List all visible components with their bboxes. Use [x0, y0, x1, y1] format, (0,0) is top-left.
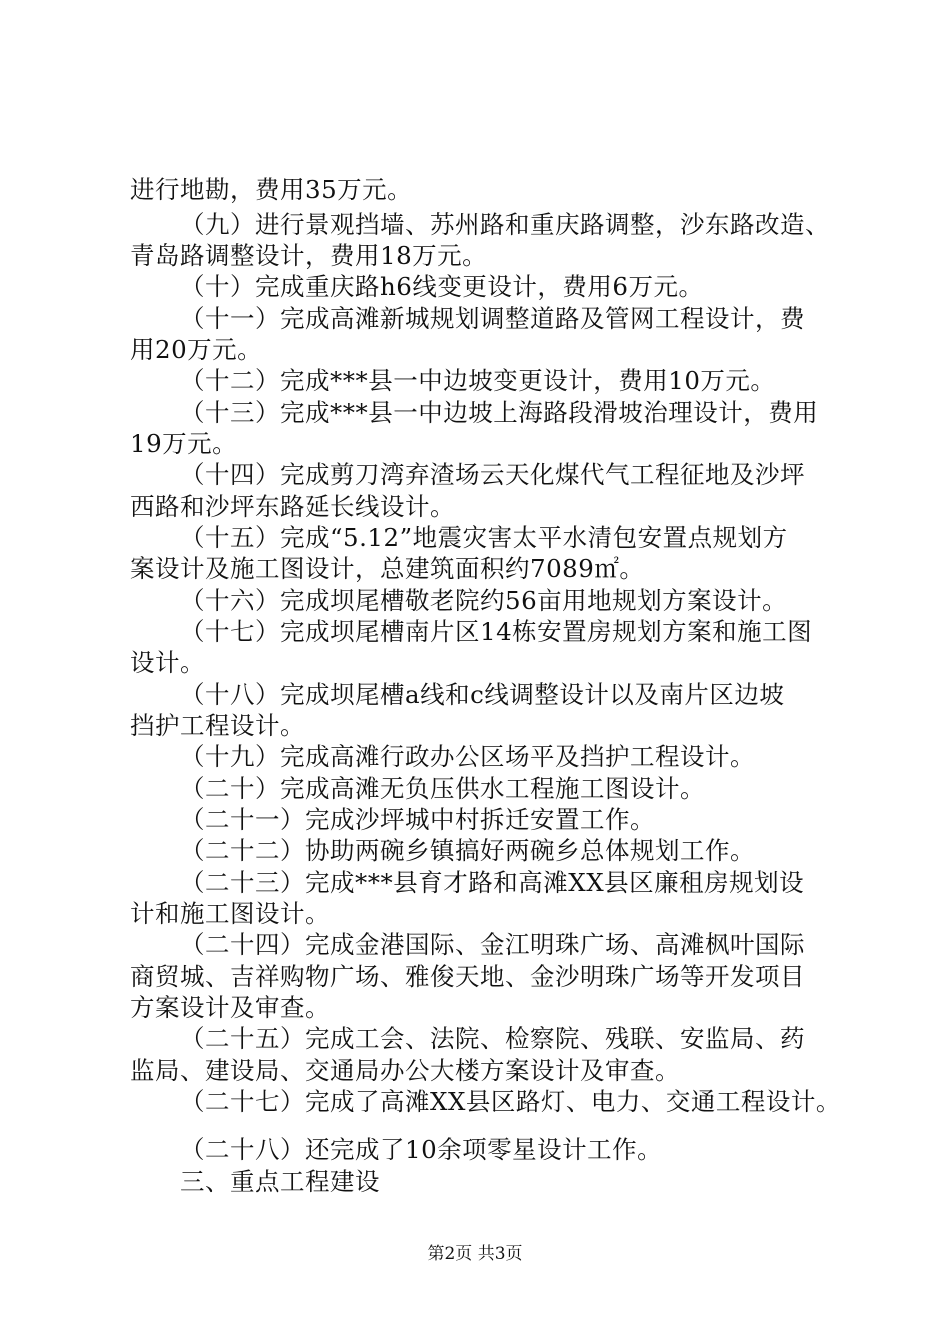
paragraph-line: （十三）完成***县一中边坡上海路段滑坡治理设计，费用: [180, 398, 819, 427]
paragraph-line: 挡护工程设计。: [130, 711, 305, 740]
paragraph-line: 19万元。: [130, 429, 238, 458]
paragraph-line: （二十八）还完成了10余项零星设计工作。: [180, 1135, 663, 1164]
paragraph-line: （二十二）协助两碗乡镇搞好两碗乡总体规划工作。: [180, 836, 755, 865]
paragraph-line: （十七）完成坝尾槽南片区14栋安置房规划方案和施工图: [180, 617, 813, 646]
paragraph-line: 青岛路调整设计，费用18万元。: [130, 241, 488, 270]
paragraph-line: 商贸城、吉祥购物广场、雅俊天地、金沙明珠广场等开发项目: [130, 962, 805, 991]
paragraph-line: 西路和沙坪东路延长线设计。: [130, 492, 455, 521]
paragraph-line: 进行地勘，费用35万元。: [130, 175, 413, 204]
paragraph-line: 设计。: [130, 648, 205, 677]
page-number-footer: 第2页 共3页: [427, 1244, 523, 1264]
paragraph-line: （十五）完成“5.12”地震灾害太平水清包安置点规划方: [180, 523, 788, 552]
paragraph-line: （二十七）完成了高滩XX县区路灯、电力、交通工程设计。: [180, 1087, 841, 1116]
paragraph-line: （二十）完成高滩无负压供水工程施工图设计。: [180, 774, 705, 803]
paragraph-line: （九）进行景观挡墙、苏州路和重庆路调整，沙东路改造、: [180, 210, 830, 239]
paragraph-line: （二十五）完成工会、法院、检察院、残联、安监局、药: [180, 1024, 805, 1053]
paragraph-line: 案设计及施工图设计，总建筑面积约7089㎡。: [130, 554, 645, 583]
paragraph-line: （十八）完成坝尾槽a线和c线调整设计以及南片区边坡: [180, 680, 785, 709]
paragraph-line: （二十三）完成***县育才路和高滩XX县区廉租房规划设: [180, 868, 805, 897]
paragraph-line: （十九）完成高滩行政办公区场平及挡护工程设计。: [180, 742, 755, 771]
paragraph-line: 计和施工图设计。: [130, 899, 330, 928]
section-heading: 三、重点工程建设: [180, 1167, 380, 1196]
paragraph-line: 监局、建设局、交通局办公大楼方案设计及审查。: [130, 1056, 680, 1085]
paragraph-line: （十）完成重庆路h6线变更设计，费用6万元。: [180, 272, 704, 301]
paragraph-line: 用20万元。: [130, 335, 263, 364]
paragraph-line: （十一）完成高滩新城规划调整道路及管网工程设计，费: [180, 304, 805, 333]
paragraph-line: （十二）完成***县一中边坡变更设计，费用10万元。: [180, 366, 776, 395]
paragraph-line: 方案设计及审查。: [130, 993, 330, 1022]
paragraph-line: （十六）完成坝尾槽敬老院约56亩用地规划方案设计。: [180, 586, 788, 615]
paragraph-line: （十四）完成剪刀湾弃渣场云天化煤代气工程征地及沙坪: [180, 460, 805, 489]
paragraph-line: （二十一）完成沙坪城中村拆迁安置工作。: [180, 805, 655, 834]
paragraph-line: （二十四）完成金港国际、金江明珠广场、高滩枫叶国际: [180, 930, 805, 959]
